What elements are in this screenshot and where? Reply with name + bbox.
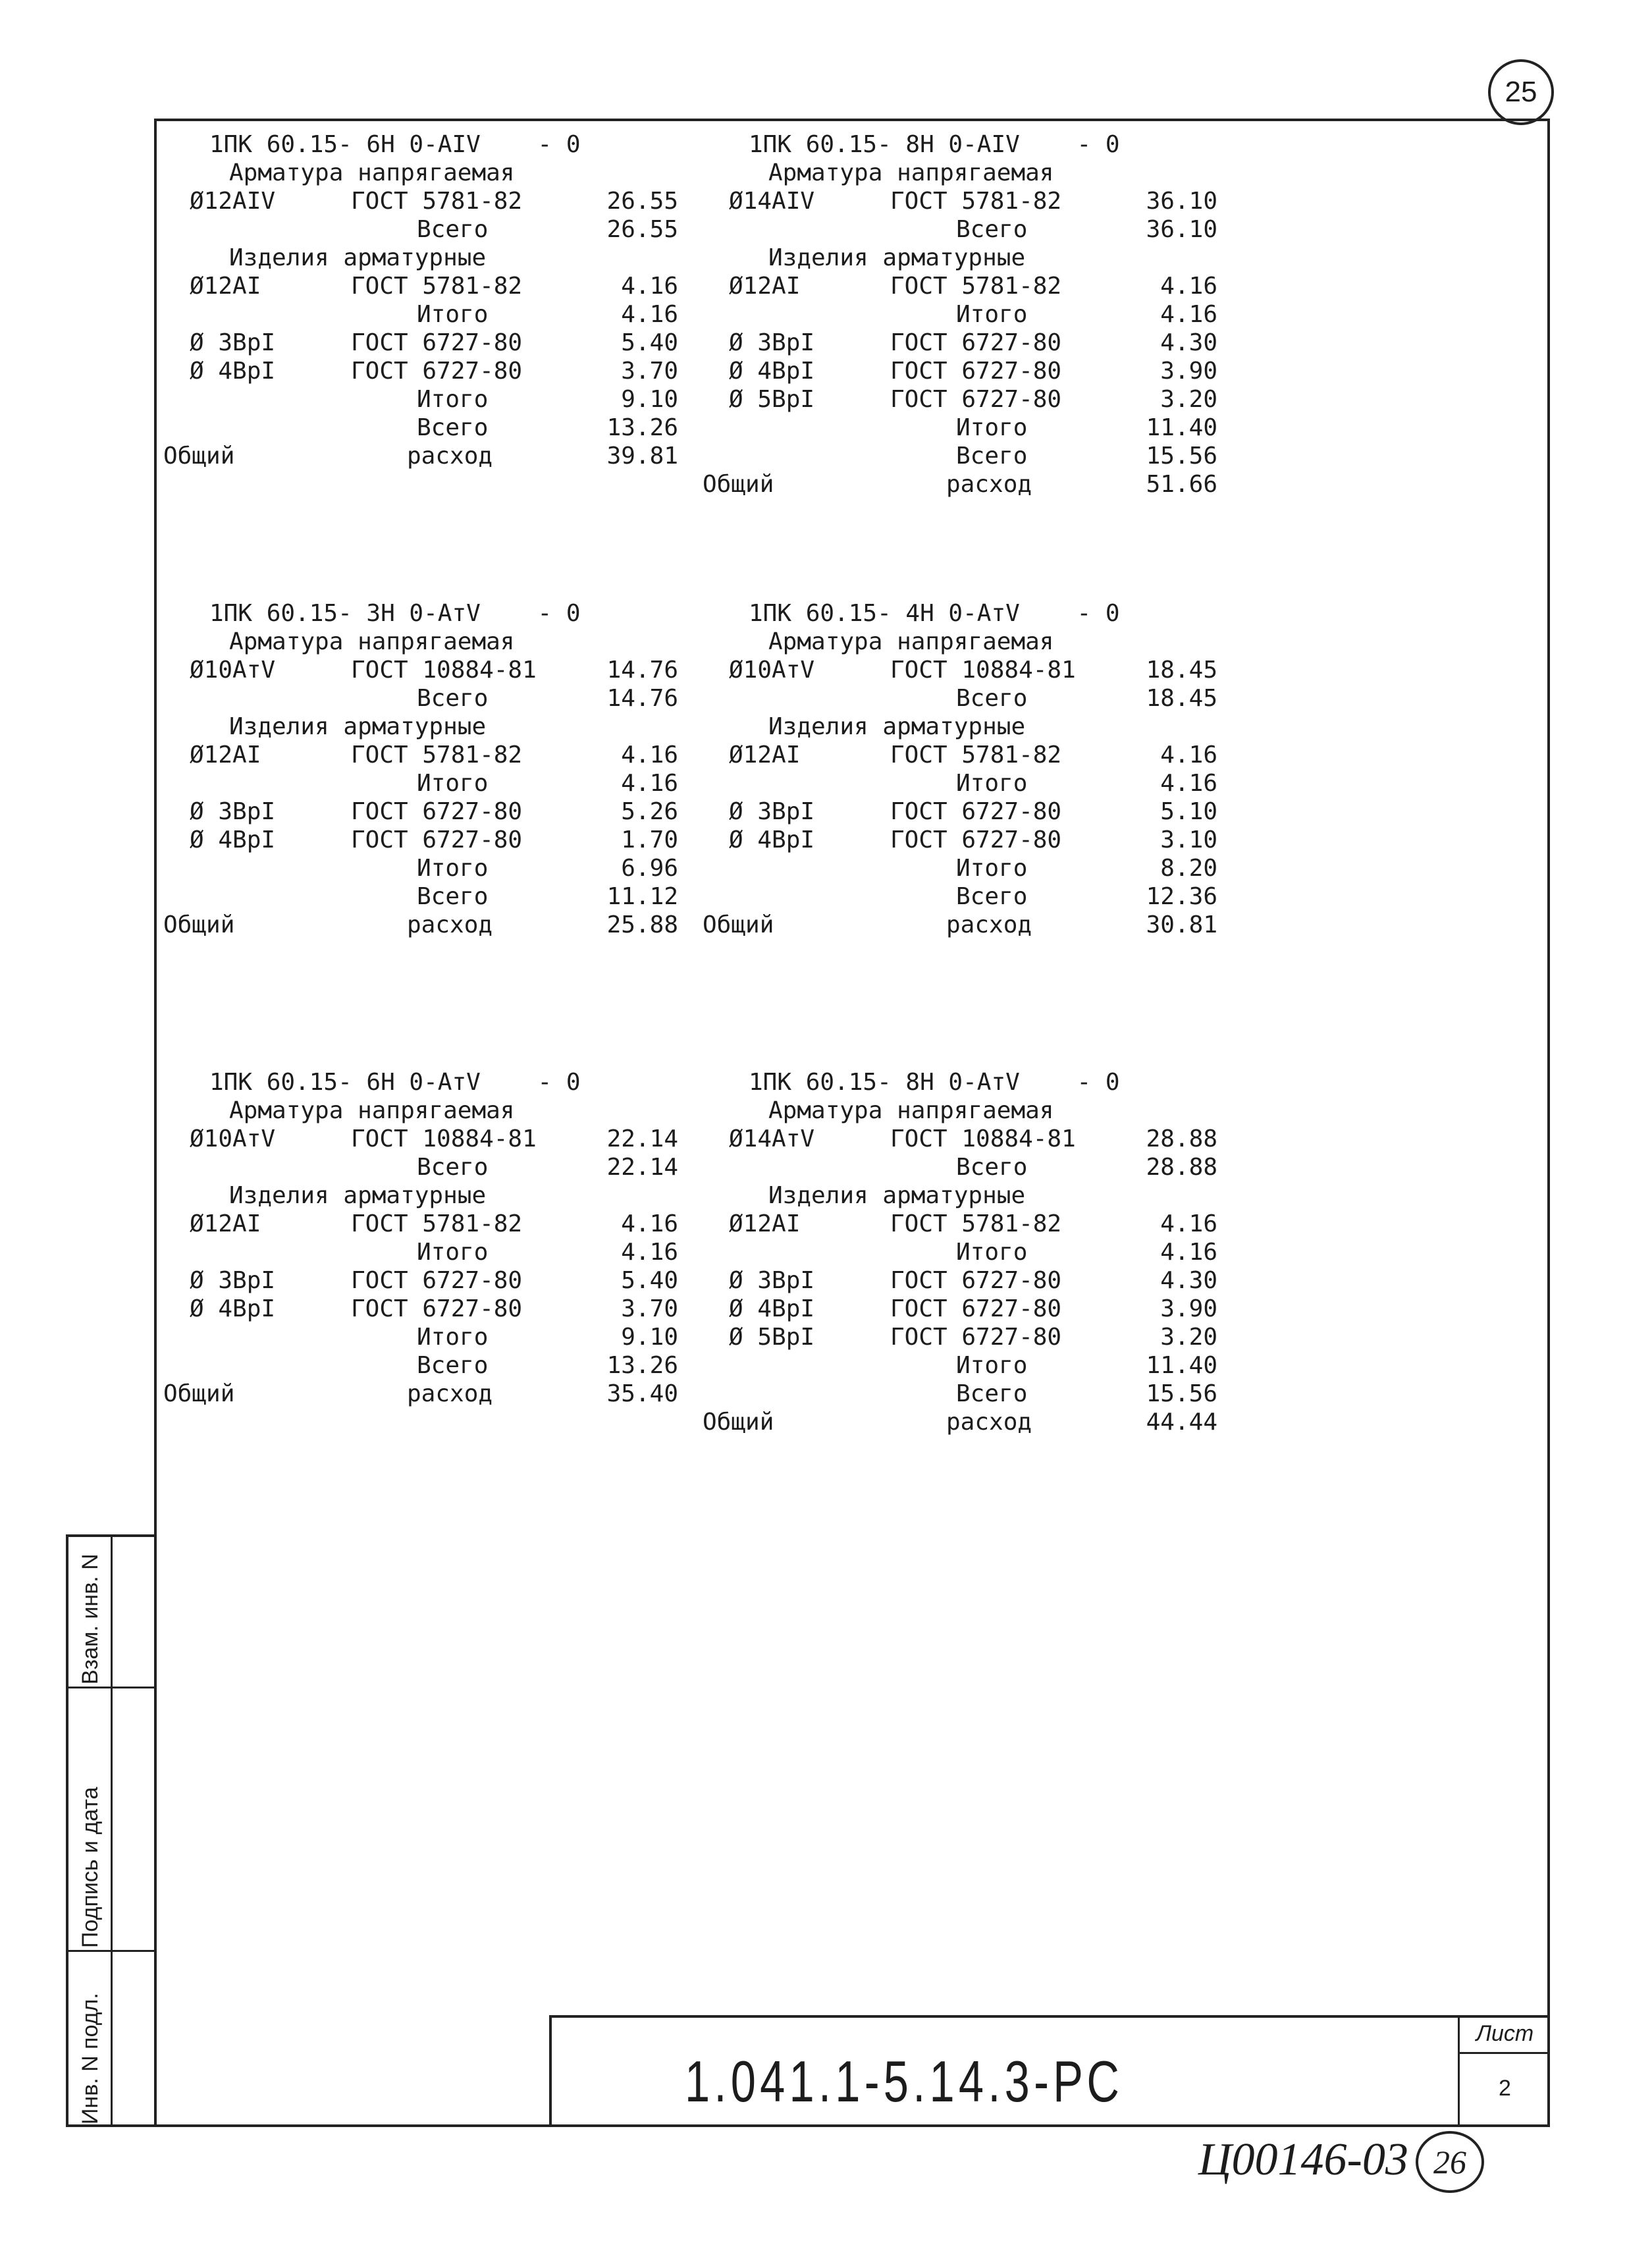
subtotal-value: 28.88 <box>1146 1154 1217 1181</box>
rebar-mass: 8.20 <box>1160 855 1217 882</box>
grand-total-row <box>703 470 1223 499</box>
items-header-row <box>709 244 1223 272</box>
rebar-mass: 9.10 <box>621 1324 678 1351</box>
spec-block <box>163 1068 683 1408</box>
subtotal-label: Итого <box>956 301 1028 328</box>
rebar-mass: 4.16 <box>621 1210 678 1237</box>
subtotal-label: Итого <box>956 855 1028 882</box>
table-row <box>170 1323 683 1351</box>
table-row <box>709 741 1223 769</box>
items-header: Изделия арматурные <box>229 1182 487 1209</box>
items-header: Изделия арматурные <box>768 713 1026 740</box>
prestressed-header-row <box>709 628 1223 656</box>
table-row <box>709 1295 1223 1323</box>
rebar-mark: Ø14АIV <box>729 188 815 215</box>
prestressed-header-row <box>170 159 683 187</box>
rebar-mass: 11.40 <box>1146 1352 1217 1379</box>
rebar-mass: 9.10 <box>621 386 678 413</box>
subtotal-label: Итого <box>956 1239 1028 1266</box>
page-number-top: 25 <box>1505 76 1537 108</box>
rebar-mark: Ø10АтV <box>190 657 276 684</box>
subtotal-label: Итого <box>417 301 489 328</box>
rebar-mark: Ø 4ВрI <box>729 826 815 853</box>
table-row <box>709 1266 1223 1295</box>
grand-total-row <box>163 911 683 939</box>
table-row <box>170 385 683 414</box>
table-row <box>170 1266 683 1295</box>
page-number-circle <box>1488 59 1554 125</box>
table-row <box>170 1210 683 1238</box>
side-stamp <box>66 1534 154 2127</box>
rebar-mark: Ø10АтV <box>729 657 815 684</box>
table-row <box>709 357 1223 385</box>
total-label-general: Общий <box>703 1409 774 1436</box>
prestressed-header: Арматура напрягаемая <box>229 159 515 186</box>
rebar-mark: Ø 3ВрI <box>729 329 815 356</box>
rebar-gost: ГОСТ 10884-81 <box>890 657 1076 684</box>
subtotal-value: 36.10 <box>1146 216 1217 243</box>
rebar-mass: 5.10 <box>1160 798 1217 825</box>
table-row <box>709 1323 1223 1351</box>
rebar-mass: 4.16 <box>1160 1210 1217 1237</box>
rebar-gost: ГОСТ 6727-80 <box>890 329 1062 356</box>
rebar-mass: 4.16 <box>621 1239 678 1266</box>
rebar-mass: 3.70 <box>621 1295 678 1322</box>
table-row <box>709 882 1223 911</box>
rebar-mark: Ø 3ВрI <box>729 1267 815 1294</box>
rebar-gost: ГОСТ 10884-81 <box>351 1125 537 1152</box>
spec-block <box>703 1068 1223 1436</box>
rebar-gost: ГОСТ 6727-80 <box>351 358 523 385</box>
rebar-mark: Ø 5ВрI <box>729 386 815 413</box>
block-title: 1ПК 60.15- 8Н 0-АтV - 0 <box>749 1069 1120 1096</box>
subtotal-label: Всего <box>417 414 489 441</box>
table-row <box>170 741 683 769</box>
rebar-gost: ГОСТ 6727-80 <box>351 798 523 825</box>
rebar-mass: 4.16 <box>621 742 678 769</box>
rebar-mass: 5.26 <box>621 798 678 825</box>
table-row <box>170 1351 683 1380</box>
rebar-mass: 18.45 <box>1146 657 1217 684</box>
subtotal-label: Всего <box>417 216 489 243</box>
subtotal-label: Всего <box>417 1154 489 1181</box>
table-row <box>170 329 683 357</box>
prestressed-header: Арматура напрягаемая <box>768 159 1054 186</box>
rebar-mass: 3.70 <box>621 358 678 385</box>
block-title-row <box>709 599 1223 628</box>
spec-block <box>703 599 1223 939</box>
items-header: Изделия арматурные <box>229 713 487 740</box>
rebar-mass: 4.30 <box>1160 1267 1217 1294</box>
items-header: Изделия арматурные <box>768 1182 1026 1209</box>
items-header: Изделия арматурные <box>768 244 1026 271</box>
subtotal-label: Всего <box>417 1352 489 1379</box>
rebar-mass: 4.16 <box>1160 301 1217 328</box>
rebar-gost: ГОСТ 6727-80 <box>890 386 1062 413</box>
table-row <box>170 797 683 826</box>
table-row <box>709 414 1223 442</box>
document-code: 1.041.1-5.14.3-РС <box>685 2049 1124 2114</box>
block-title: 1ПК 60.15- 4Н 0-АтV - 0 <box>749 600 1120 627</box>
block-title: 1ПК 60.15- 8Н 0-АIV - 0 <box>749 131 1120 158</box>
rebar-gost: ГОСТ 6727-80 <box>351 329 523 356</box>
subtotal-label: Всего <box>956 1154 1028 1181</box>
rebar-mark: Ø 4ВрI <box>190 358 276 385</box>
grand-total-row <box>163 1380 683 1408</box>
total-label-general: Общий <box>163 443 235 470</box>
rebar-mark: Ø12АI <box>729 742 801 769</box>
rebar-gost: ГОСТ 10884-81 <box>890 1125 1076 1152</box>
sheet-number: 2 <box>1499 2076 1511 2101</box>
rebar-mass: 3.90 <box>1160 358 1217 385</box>
rebar-gost: ГОСТ 10884-81 <box>351 657 537 684</box>
grand-total-row <box>163 442 683 470</box>
rebar-mass: 11.12 <box>606 883 678 910</box>
rebar-mass: 3.10 <box>1160 826 1217 853</box>
table-row <box>709 769 1223 797</box>
rebar-mark: Ø 4ВрI <box>190 826 276 853</box>
side-stamp-inv-orig: Инв. N подл. <box>78 1993 103 2124</box>
total-label-consumption: расход <box>407 443 493 470</box>
table-row <box>170 187 683 215</box>
rebar-mark: Ø 4ВрI <box>729 358 815 385</box>
items-header-row <box>709 713 1223 741</box>
items-header: Изделия арматурные <box>229 244 487 271</box>
subtotal-value: 26.55 <box>606 216 678 243</box>
table-row <box>709 797 1223 826</box>
sheet-label-cell <box>1460 2015 1550 2054</box>
table-row <box>709 272 1223 300</box>
rebar-mass: 22.14 <box>606 1125 678 1152</box>
total-label-general: Общий <box>163 911 235 938</box>
table-row <box>170 272 683 300</box>
rebar-gost: ГОСТ 5781-82 <box>890 742 1062 769</box>
rebar-mass: 28.88 <box>1146 1125 1217 1152</box>
total-label-consumption: расход <box>407 1380 493 1407</box>
items-header-row <box>170 244 683 272</box>
total-value: 44.44 <box>1146 1409 1217 1436</box>
rebar-gost: ГОСТ 6727-80 <box>890 358 1062 385</box>
table-row <box>709 1210 1223 1238</box>
rebar-mass: 12.36 <box>1146 883 1217 910</box>
total-label-general: Общий <box>163 1380 235 1407</box>
side-stamp-replaces-inv: Взам. инв. N <box>78 1553 103 1685</box>
rebar-mass: 26.55 <box>606 188 678 215</box>
rebar-gost: ГОСТ 6727-80 <box>890 1295 1062 1322</box>
rebar-mass: 4.16 <box>621 770 678 797</box>
table-row <box>170 1238 683 1266</box>
block-title-row <box>170 599 683 628</box>
rebar-mass: 5.40 <box>621 329 678 356</box>
sheet-box <box>1458 2015 1550 2127</box>
prestressed-header-row <box>170 628 683 656</box>
total-value: 51.66 <box>1146 471 1217 498</box>
table-row <box>709 187 1223 215</box>
rebar-mark: Ø12АI <box>729 273 801 300</box>
rebar-gost: ГОСТ 6727-80 <box>890 1324 1062 1351</box>
rebar-mass: 1.70 <box>621 826 678 853</box>
rebar-mass: 3.20 <box>1160 386 1217 413</box>
subtotal-label: Итого <box>417 1324 489 1351</box>
prestressed-total-row <box>170 1153 683 1181</box>
table-row <box>709 1125 1223 1153</box>
sheet-number-cell <box>1460 2052 1550 2124</box>
subtotal-label: Всего <box>956 216 1028 243</box>
table-row <box>170 656 683 684</box>
items-header-row <box>170 1181 683 1210</box>
rebar-mark: Ø 3ВрI <box>729 798 815 825</box>
table-row <box>170 769 683 797</box>
rebar-mass: 5.40 <box>621 1267 678 1294</box>
total-label-consumption: расход <box>946 1409 1032 1436</box>
subtotal-value: 14.76 <box>606 685 678 712</box>
block-title: 1ПК 60.15- 6Н 0-АтV - 0 <box>209 1069 581 1096</box>
table-row <box>709 656 1223 684</box>
subtotal-label: Итого <box>417 1239 489 1266</box>
spec-block <box>163 599 683 939</box>
subtotal-label: Всего <box>956 443 1028 470</box>
total-label-consumption: расход <box>407 911 493 938</box>
rebar-mass: 4.16 <box>1160 1239 1217 1266</box>
prestressed-total-row <box>709 215 1223 244</box>
prestressed-total-row <box>170 684 683 713</box>
rebar-gost: ГОСТ 5781-82 <box>351 742 523 769</box>
prestressed-total-row <box>709 1153 1223 1181</box>
rebar-mark: Ø10АтV <box>190 1125 276 1152</box>
total-label-consumption: расход <box>946 911 1032 938</box>
table-row <box>170 300 683 329</box>
subtotal-label: Итого <box>417 770 489 797</box>
prestressed-header: Арматура напрягаемая <box>229 628 515 655</box>
rebar-mass: 4.30 <box>1160 329 1217 356</box>
rebar-gost: ГОСТ 5781-82 <box>351 273 523 300</box>
table-row <box>709 442 1223 470</box>
total-value: 35.40 <box>606 1380 678 1407</box>
prestressed-header: Арматура напрягаемая <box>768 1097 1054 1124</box>
rebar-gost: ГОСТ 5781-82 <box>351 1210 523 1237</box>
side-stamp-cell-signature <box>68 1688 154 1952</box>
rebar-mass: 15.56 <box>1146 443 1217 470</box>
rebar-gost: ГОСТ 5781-82 <box>890 1210 1062 1237</box>
subtotal-label: Итого <box>417 855 489 882</box>
prestressed-header-row <box>709 1096 1223 1125</box>
table-row <box>170 357 683 385</box>
table-row <box>709 300 1223 329</box>
total-value: 25.88 <box>606 911 678 938</box>
rebar-mass: 3.20 <box>1160 1324 1217 1351</box>
total-label-consumption: расход <box>946 471 1032 498</box>
spec-block <box>703 130 1223 499</box>
side-stamp-signature-date: Подпись и дата <box>78 1787 103 1948</box>
rebar-gost: ГОСТ 6727-80 <box>351 1267 523 1294</box>
table-row <box>709 1238 1223 1266</box>
rebar-gost: ГОСТ 5781-82 <box>890 188 1062 215</box>
rebar-mark: Ø12АI <box>190 273 261 300</box>
prestressed-header: Арматура напрягаемая <box>768 628 1054 655</box>
table-row <box>709 1351 1223 1380</box>
archive-page-circle <box>1416 2131 1484 2193</box>
archive-page: 26 <box>1433 2144 1466 2180</box>
block-title-row <box>170 1068 683 1096</box>
rebar-mark: Ø 5ВрI <box>729 1324 815 1351</box>
rebar-mass: 15.56 <box>1146 1380 1217 1407</box>
block-title-row <box>709 130 1223 159</box>
rebar-mass: 11.40 <box>1146 414 1217 441</box>
subtotal-label: Итого <box>956 1352 1028 1379</box>
rebar-gost: ГОСТ 5781-82 <box>890 273 1062 300</box>
total-value: 30.81 <box>1146 911 1217 938</box>
rebar-mark: Ø 3ВрI <box>190 329 276 356</box>
subtotal-value: 18.45 <box>1146 685 1217 712</box>
table-row <box>170 1295 683 1323</box>
rebar-gost: ГОСТ 6727-80 <box>890 798 1062 825</box>
rebar-mark: Ø 4ВрI <box>190 1295 276 1322</box>
total-value: 39.81 <box>606 443 678 470</box>
rebar-mark: Ø12АI <box>190 742 261 769</box>
prestressed-header-row <box>709 159 1223 187</box>
rebar-gost: ГОСТ 6727-80 <box>351 1295 523 1322</box>
side-stamp-cell-replaces <box>68 1537 154 1688</box>
rebar-mass: 14.76 <box>606 657 678 684</box>
rebar-mark: Ø 4ВрI <box>729 1295 815 1322</box>
subtotal-label: Всего <box>956 883 1028 910</box>
table-row <box>709 385 1223 414</box>
rebar-mass: 4.16 <box>621 273 678 300</box>
rebar-mark: Ø 3ВрI <box>190 1267 276 1294</box>
rebar-mass: 4.16 <box>1160 770 1217 797</box>
table-row <box>170 1125 683 1153</box>
items-header-row <box>170 713 683 741</box>
table-row <box>709 826 1223 854</box>
prestressed-total-row <box>709 684 1223 713</box>
rebar-gost: ГОСТ 6727-80 <box>890 1267 1062 1294</box>
table-row <box>709 329 1223 357</box>
table-row <box>709 1380 1223 1408</box>
subtotal-label: Всего <box>417 685 489 712</box>
total-label-general: Общий <box>703 471 774 498</box>
rebar-gost: ГОСТ 6727-80 <box>890 826 1062 853</box>
table-row <box>170 882 683 911</box>
subtotal-label: Итого <box>956 414 1028 441</box>
subtotal-label: Итого <box>956 770 1028 797</box>
sheet-label: Лист <box>1476 2021 1534 2046</box>
block-title-row <box>170 130 683 159</box>
side-stamp-cell-inv <box>68 1952 154 2127</box>
block-title: 1ПК 60.15- 3Н 0-АтV - 0 <box>209 600 581 627</box>
rebar-mark: Ø12АI <box>729 1210 801 1237</box>
table-row <box>170 854 683 882</box>
spec-block <box>163 130 683 470</box>
table-row <box>170 414 683 442</box>
rebar-mass: 4.16 <box>1160 742 1217 769</box>
subtotal-label: Всего <box>417 883 489 910</box>
prestressed-total-row <box>170 215 683 244</box>
table-row <box>709 854 1223 882</box>
block-title-row <box>709 1068 1223 1096</box>
rebar-mass: 13.26 <box>606 414 678 441</box>
rebar-mark: Ø 3ВрI <box>190 798 276 825</box>
rebar-mass: 3.90 <box>1160 1295 1217 1322</box>
archive-code: Ц00146-03 <box>1198 2134 1408 2185</box>
grand-total-row <box>703 911 1223 939</box>
grand-total-row <box>703 1408 1223 1436</box>
total-label-general: Общий <box>703 911 774 938</box>
subtotal-label: Всего <box>956 685 1028 712</box>
rebar-mark: Ø12АIV <box>190 188 276 215</box>
subtotal-value: 22.14 <box>606 1154 678 1181</box>
rebar-mark: Ø14АтV <box>729 1125 815 1152</box>
items-header-row <box>709 1181 1223 1210</box>
rebar-mark: Ø12АI <box>190 1210 261 1237</box>
subtotal-label: Всего <box>956 1380 1028 1407</box>
rebar-mass: 4.16 <box>1160 273 1217 300</box>
rebar-mass: 13.26 <box>606 1352 678 1379</box>
rebar-mass: 4.16 <box>621 301 678 328</box>
rebar-mass: 6.96 <box>621 855 678 882</box>
subtotal-label: Итого <box>417 386 489 413</box>
prestressed-header-row <box>170 1096 683 1125</box>
rebar-mass: 36.10 <box>1146 188 1217 215</box>
block-title: 1ПК 60.15- 6Н 0-АIV - 0 <box>209 131 581 158</box>
table-row <box>170 826 683 854</box>
rebar-gost: ГОСТ 6727-80 <box>351 826 523 853</box>
rebar-gost: ГОСТ 5781-82 <box>351 188 523 215</box>
prestressed-header: Арматура напрягаемая <box>229 1097 515 1124</box>
